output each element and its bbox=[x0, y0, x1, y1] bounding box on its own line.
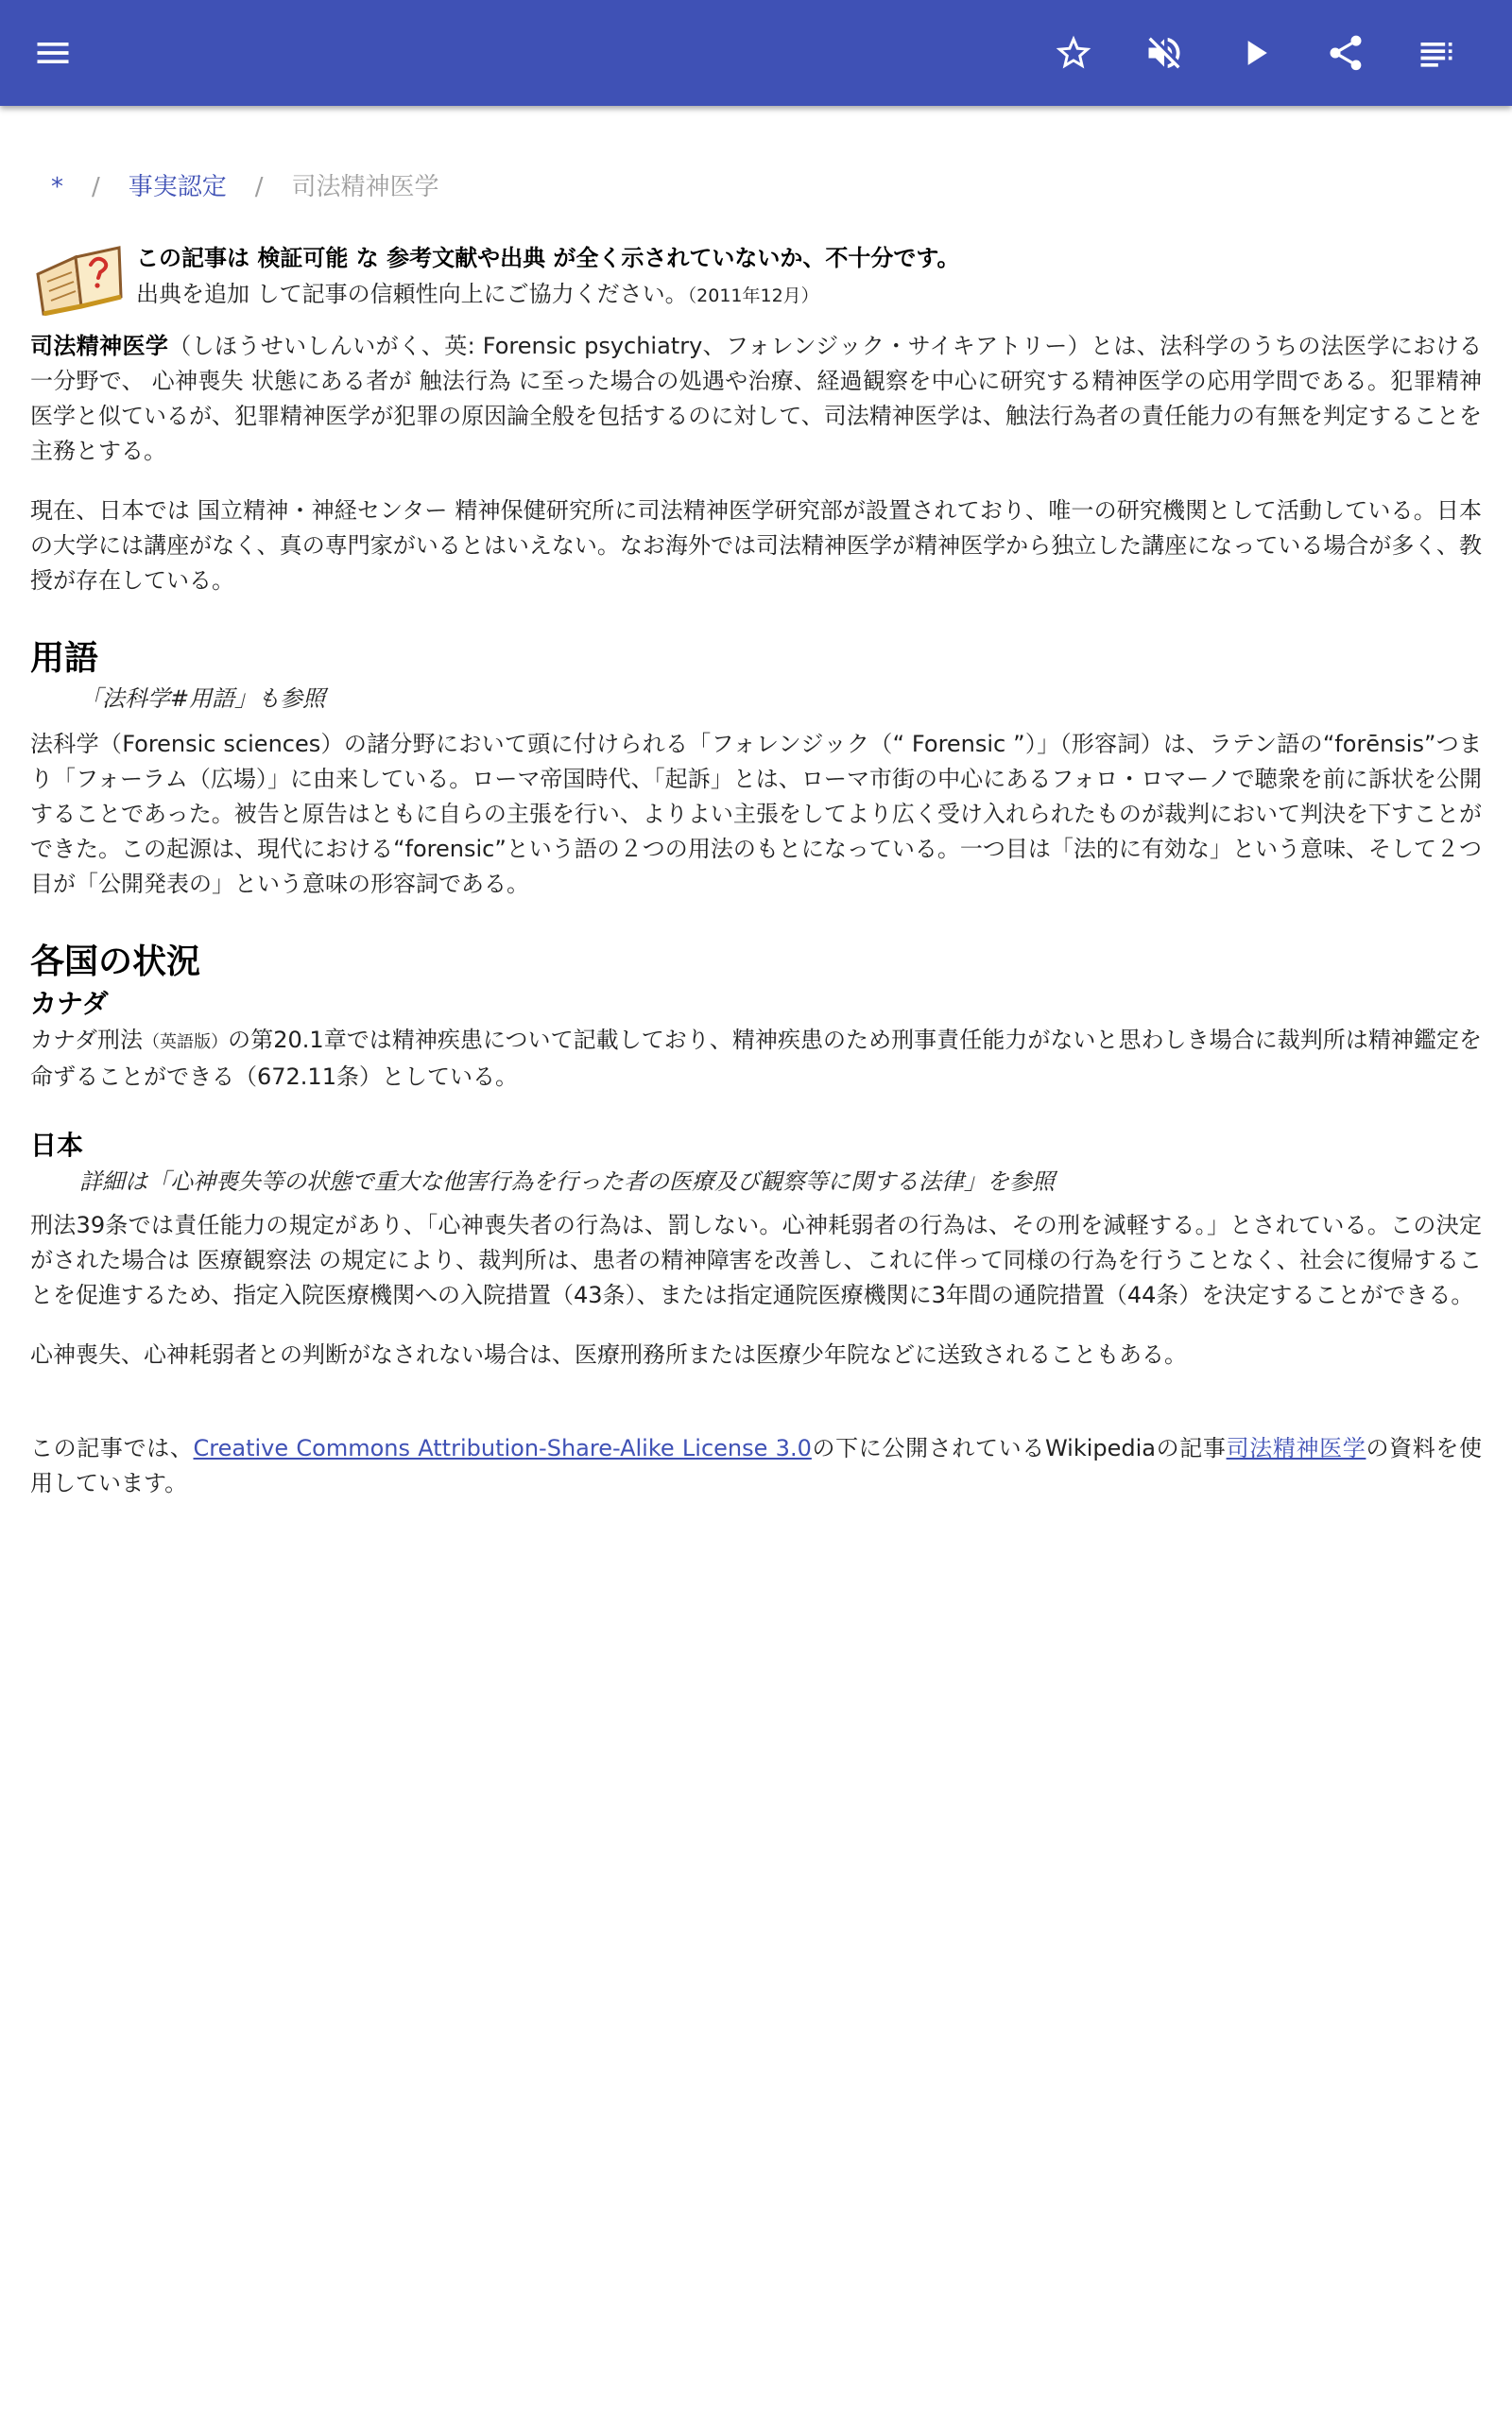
play-button[interactable] bbox=[1217, 15, 1293, 91]
license-middle: の下に公開されているWikipediaの記事 bbox=[811, 1435, 1227, 1461]
canada-text-end: の第20.1章では精神疾患について記載しており、精神疾患のため刑事責任能力がないと思わしき場合に裁判所は精神鑑定を命ずることができる（672.11条）としている。 bbox=[30, 1027, 1482, 1090]
japan-paragraph: 刑法39条では責任能力の規定があり、「心神喪失者の行為は、罰しない。心神耗弱者の行為は、その刑を減軽する。」とされている。この決定がされた場合は 医療観察法 の規定により、裁判所は、患者の精神障害を改善し、これに伴って同様の行為を行うことなく、社会に復帰することを促進するため、指定入院医療機関への入院措置（43条）、または指定通院医療機関に3年間の通院措置（44条）を決定することができる。 bbox=[30, 1212, 1482, 1308]
license-paragraph bbox=[30, 1431, 1482, 1501]
japan-hatnote[interactable]: 詳細は「心神喪失等の状態で重大な他害行為を行った者の医療及び観察等に関する法律」を参照 bbox=[79, 1168, 1055, 1195]
notice-second-line: 出典を追加 して記事の信頼性向上にご協力ください。 bbox=[136, 281, 688, 307]
app-bar bbox=[0, 0, 1512, 106]
playlist-button[interactable] bbox=[1399, 15, 1474, 91]
citation-notice bbox=[30, 240, 1482, 320]
section-heading-terms: 用語 bbox=[30, 639, 99, 678]
section-heading-countries: 各国の状況 bbox=[30, 942, 201, 981]
share-icon bbox=[1325, 32, 1366, 74]
terms-paragraph: 法科学（Forensic sciences）の諸分野において頭に付けられる「フォレンジック（“ Forensic ”）」（形容詞）は、ラテン語の“forēnsis”つまり「フォーラム（広場）」に由来している。ローマ帝国時代、「起訴」とは、ローマ市街の中心にあるフォロ・ロマーノで聴衆を前に訴状を公開することであった。被告と原告はともに自らの主張を行い、よりよい主張をしてより広く受け入れられたものが裁判において判決を下すことができた。この起源は、現代における“forensic”という語の２つの用法のもとになっている。一つ目は「法的に有効な」という意味、そして２つ目が「公開発表の」という意味の形容詞である。 bbox=[30, 731, 1482, 897]
japan-paragraph-2: 心神喪失、心神耗弱者との判断がなされない場合は、医療刑務所または医療少年院などに送致されることもある。 bbox=[30, 1341, 1187, 1368]
book-question-icon bbox=[34, 240, 125, 316]
intro-paragraph-2: 現在、日本では 国立精神・神経センター 精神保健研究所に司法精神医学研究部が設置されており、唯一の研究機関として活動している。日本の大学には講座がなく、真の専門家がいるとはいえない。なお海外では司法精神医学が精神医学から独立した講座になっている場合が多く、教授が存在している。 bbox=[30, 497, 1482, 594]
play-icon bbox=[1234, 32, 1276, 74]
bookmark-button[interactable] bbox=[1036, 15, 1111, 91]
license-suffix: の資料を使用しています。 bbox=[30, 1435, 1483, 1496]
volume-off-icon bbox=[1143, 32, 1185, 74]
subsection-heading-japan: 日本 bbox=[30, 1130, 84, 1161]
license-prefix: この記事では、 bbox=[30, 1435, 194, 1461]
article-content bbox=[30, 106, 1482, 1501]
article-source-link[interactable]: 司法精神医学 bbox=[1226, 1435, 1366, 1461]
notice-date: （2011年12月） bbox=[687, 285, 819, 306]
breadcrumb-current: 司法精神医学 bbox=[291, 173, 439, 201]
terms-hatnote[interactable]: 「法科学#用語」も参照 bbox=[79, 685, 326, 712]
playlist-icon bbox=[1416, 32, 1457, 74]
canada-text-start: カナダ刑法 bbox=[30, 1027, 143, 1053]
breadcrumb-root[interactable]: * bbox=[51, 173, 63, 201]
breadcrumb-parent[interactable]: 事実認定 bbox=[128, 173, 227, 201]
breadcrumb bbox=[51, 168, 1482, 206]
intro-text: （しほうせいしんいがく、英: Forensic psychiatry、フォレンジック・サイキアトリー）とは、法科学のうちの法医学における一分野で、 心神喪失 状態にある者が 触法行為 に至った場合の処遇や治療、経過観察を中心に研究する精神医学の応用学問である。犯罪精神医学と似ているが、犯罪精神医学が犯罪の原因論全般を包括するのに対して、司法精神医学は、触法行為者の責任能力の有無を判定することを主務とする。 bbox=[30, 333, 1482, 464]
menu-icon bbox=[32, 32, 74, 74]
mute-button[interactable] bbox=[1126, 15, 1202, 91]
breadcrumb-separator: / bbox=[92, 173, 100, 201]
license-link[interactable]: Creative Commons Attribution-Share-Alike License 3.0 bbox=[193, 1435, 812, 1461]
star-outline-icon bbox=[1053, 32, 1094, 74]
notice-bold-line: この記事は 検証可能 な 参考文献や出典 が全く示されていないか、不十分です。 bbox=[136, 245, 960, 271]
article-term: 司法精神医学 bbox=[30, 333, 169, 359]
canada-paragraph bbox=[30, 1023, 1482, 1095]
share-button[interactable] bbox=[1308, 15, 1383, 91]
menu-button[interactable] bbox=[15, 15, 91, 91]
intro-paragraph bbox=[30, 329, 1482, 469]
breadcrumb-separator: / bbox=[254, 173, 264, 201]
english-version-tag[interactable]: （英語版） bbox=[142, 1032, 229, 1052]
subsection-heading-canada: カナダ bbox=[30, 988, 109, 1019]
